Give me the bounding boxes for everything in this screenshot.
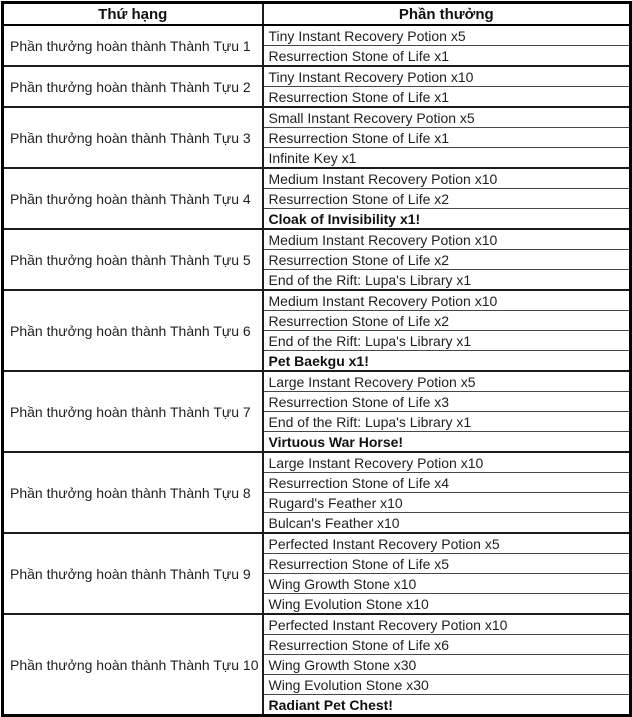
group-start-row <box>3 25 631 46</box>
reward-cell: Radiant Pet Chest! <box>263 695 631 716</box>
rank-cell: Phần thưởng hoàn thành Thành Tựu 2 <box>3 66 263 107</box>
rank-cell: Phần thưởng hoàn thành Thành Tựu 9 <box>3 533 263 614</box>
reward-cell: End of the Rift: Lupa's Library x1 <box>263 270 631 291</box>
reward-cell: Cloak of Invisibility x1! <box>263 209 631 230</box>
rank-cell: Phần thưởng hoàn thành Thành Tựu 5 <box>3 229 263 290</box>
reward-cell: Resurrection Stone of Life x4 <box>263 473 631 493</box>
reward-cell: Wing Evolution Stone x30 <box>263 675 631 695</box>
group-start-row <box>3 533 631 554</box>
reward-cell: Tiny Instant Recovery Potion x10 <box>263 66 631 87</box>
reward-cell: Pet Baekgu x1! <box>263 351 631 372</box>
group-start-row <box>3 371 631 392</box>
reward-cell: Wing Growth Stone x30 <box>263 655 631 675</box>
reward-cell: Resurrection Stone of Life x5 <box>263 554 631 574</box>
reward-cell: End of the Rift: Lupa's Library x1 <box>263 331 631 351</box>
reward-column-header: Phần thưởng <box>263 3 631 26</box>
reward-cell: Wing Evolution Stone x10 <box>263 594 631 615</box>
reward-cell: Rugard's Feather x10 <box>263 493 631 513</box>
reward-cell: Large Instant Recovery Potion x10 <box>263 452 631 473</box>
reward-cell: Resurrection Stone of Life x2 <box>263 189 631 209</box>
reward-cell: Small Instant Recovery Potion x5 <box>263 107 631 128</box>
reward-cell: End of the Rift: Lupa's Library x1 <box>263 412 631 432</box>
reward-cell: Resurrection Stone of Life x1 <box>263 46 631 67</box>
group-start-row <box>3 168 631 189</box>
reward-cell: Medium Instant Recovery Potion x10 <box>263 290 631 311</box>
group-start-row <box>3 229 631 250</box>
reward-cell: Perfected Instant Recovery Potion x10 <box>263 614 631 635</box>
reward-cell: Medium Instant Recovery Potion x10 <box>263 168 631 189</box>
reward-cell: Wing Growth Stone x10 <box>263 574 631 594</box>
header-row <box>3 3 631 26</box>
group-start-row <box>3 66 631 87</box>
rank-cell: Phần thưởng hoàn thành Thành Tựu 10 <box>3 614 263 716</box>
reward-cell: Perfected Instant Recovery Potion x5 <box>263 533 631 554</box>
reward-cell: Resurrection Stone of Life x3 <box>263 392 631 412</box>
group-start-row <box>3 614 631 635</box>
table-body <box>3 25 631 716</box>
rank-cell: Phần thưởng hoàn thành Thành Tựu 7 <box>3 371 263 452</box>
rank-cell: Phần thưởng hoàn thành Thành Tựu 6 <box>3 290 263 371</box>
reward-cell: Resurrection Stone of Life x2 <box>263 311 631 331</box>
achievement-rewards-table <box>1 1 632 717</box>
group-start-row <box>3 107 631 128</box>
reward-cell: Resurrection Stone of Life x1 <box>263 87 631 108</box>
rank-cell: Phần thưởng hoàn thành Thành Tựu 3 <box>3 107 263 168</box>
reward-cell: Resurrection Stone of Life x6 <box>263 635 631 655</box>
rank-cell: Phần thưởng hoàn thành Thành Tựu 8 <box>3 452 263 533</box>
reward-cell: Tiny Instant Recovery Potion x5 <box>263 25 631 46</box>
reward-cell: Infinite Key x1 <box>263 148 631 169</box>
rank-cell: Phần thưởng hoàn thành Thành Tựu 4 <box>3 168 263 229</box>
reward-cell: Medium Instant Recovery Potion x10 <box>263 229 631 250</box>
rank-cell: Phần thưởng hoàn thành Thành Tựu 1 <box>3 25 263 66</box>
rank-column-header: Thứ hạng <box>3 3 263 26</box>
reward-cell: Resurrection Stone of Life x1 <box>263 128 631 148</box>
group-start-row <box>3 452 631 473</box>
reward-cell: Bulcan's Feather x10 <box>263 513 631 534</box>
reward-cell: Large Instant Recovery Potion x5 <box>263 371 631 392</box>
reward-cell: Virtuous War Horse! <box>263 432 631 453</box>
reward-cell: Resurrection Stone of Life x2 <box>263 250 631 270</box>
group-start-row <box>3 290 631 311</box>
